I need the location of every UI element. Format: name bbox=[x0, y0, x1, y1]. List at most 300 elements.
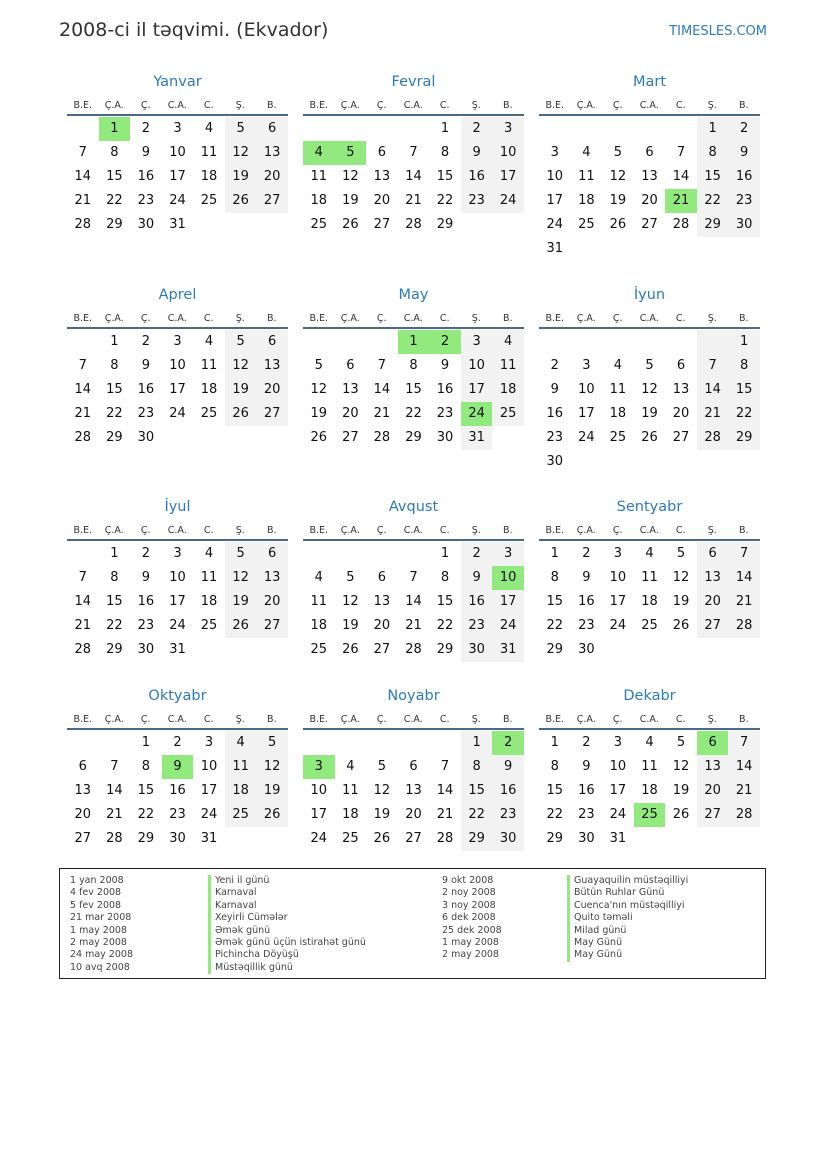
empty-day-cell bbox=[634, 827, 666, 851]
day-grid bbox=[67, 730, 288, 851]
legend-date: 25 dek 2008 bbox=[442, 924, 502, 936]
day-cell: 23 bbox=[492, 803, 524, 827]
day-cell: 24 bbox=[609, 618, 627, 633]
day-cell: 18 bbox=[342, 807, 359, 822]
day-cell: 14 bbox=[728, 566, 760, 590]
day-cell: 23 bbox=[728, 189, 760, 213]
day-cell: 27 bbox=[641, 217, 658, 232]
day-cell: 8 bbox=[110, 145, 119, 160]
brand-link[interactable]: TIMESLES.COM bbox=[669, 24, 767, 39]
day-cell: 1 bbox=[461, 731, 493, 755]
weekday-header bbox=[303, 93, 524, 114]
day-cell: 19 bbox=[225, 378, 257, 402]
day-cell: 23 bbox=[137, 406, 155, 421]
day-cell: 16 bbox=[492, 779, 524, 803]
day-cell: 3 bbox=[173, 121, 182, 136]
weekday-label: Ç. bbox=[612, 714, 623, 725]
empty-day-cell bbox=[728, 237, 760, 261]
day-cell: 9 bbox=[461, 566, 493, 590]
day-cell: 8 bbox=[697, 141, 729, 165]
day-cell: 3 bbox=[204, 735, 214, 750]
weekday-label: B. bbox=[266, 100, 277, 111]
day-cell: 18 bbox=[200, 594, 218, 609]
day-cell: 28 bbox=[436, 831, 454, 846]
day-cell: 9 bbox=[550, 382, 559, 397]
empty-day-cell bbox=[697, 450, 729, 474]
month-9 bbox=[539, 496, 760, 662]
empty-day-cell bbox=[398, 542, 430, 566]
day-cell: 5 bbox=[256, 731, 288, 755]
legend-date: 1 may 2008 bbox=[70, 924, 127, 936]
day-cell: 4 bbox=[645, 546, 654, 561]
month-name: Avqust bbox=[388, 499, 439, 515]
weekday-label: B.E. bbox=[545, 313, 565, 324]
empty-day-cell bbox=[634, 450, 666, 474]
day-cell: 1 bbox=[141, 735, 151, 750]
empty-day-cell bbox=[492, 213, 524, 237]
month-name: Oktyabr bbox=[148, 688, 207, 704]
day-cell: 4 bbox=[204, 546, 214, 561]
day-cell: 27 bbox=[697, 803, 729, 827]
day-cell: 13 bbox=[256, 141, 288, 165]
empty-day-cell bbox=[67, 330, 99, 354]
day-cell: 30 bbox=[728, 213, 760, 237]
day-cell: 12 bbox=[310, 382, 328, 397]
holiday-day-cell: 24 bbox=[461, 402, 493, 426]
empty-day-cell bbox=[602, 237, 634, 261]
day-cell: 6 bbox=[409, 759, 418, 774]
day-cell: 6 bbox=[676, 358, 686, 373]
weekday-header bbox=[303, 518, 524, 539]
day-cell: 10 bbox=[200, 759, 218, 774]
day-cell: 17 bbox=[169, 169, 186, 184]
empty-day-cell bbox=[492, 426, 524, 450]
legend-date: 24 may 2008 bbox=[70, 949, 134, 961]
day-cell: 20 bbox=[641, 193, 658, 208]
legend-holiday-name: Karnaval bbox=[208, 900, 366, 912]
empty-day-cell bbox=[303, 731, 335, 755]
day-cell: 3 bbox=[613, 546, 623, 561]
day-cell: 7 bbox=[78, 570, 87, 585]
day-cell: 4 bbox=[204, 121, 214, 136]
day-cell: 29 bbox=[137, 831, 155, 846]
holiday-day-cell: 1 bbox=[99, 117, 131, 141]
day-cell: 6 bbox=[256, 117, 288, 141]
weekday-label: Ş. bbox=[707, 100, 717, 111]
day-cell: 29 bbox=[728, 426, 760, 450]
day-cell: 29 bbox=[697, 213, 729, 237]
day-cell: 12 bbox=[342, 169, 359, 184]
day-cell: 11 bbox=[342, 783, 359, 798]
day-grid bbox=[539, 329, 760, 474]
day-cell: 2 bbox=[550, 358, 559, 373]
day-cell: 21 bbox=[728, 779, 760, 803]
day-cell: 9 bbox=[141, 570, 151, 585]
day-cell: 10 bbox=[169, 145, 186, 160]
day-cell: 18 bbox=[225, 779, 257, 803]
day-cell: 27 bbox=[342, 430, 359, 445]
day-cell: 8 bbox=[440, 570, 450, 585]
day-cell: 18 bbox=[200, 382, 218, 397]
day-cell: 31 bbox=[546, 241, 564, 256]
day-cell: 17 bbox=[492, 590, 524, 614]
empty-day-cell bbox=[697, 638, 729, 662]
empty-day-cell bbox=[634, 117, 666, 141]
day-cell: 19 bbox=[225, 590, 257, 614]
empty-day-cell bbox=[398, 731, 430, 755]
day-cell: 5 bbox=[377, 759, 387, 774]
day-cell: 27 bbox=[256, 189, 288, 213]
day-cell: 14 bbox=[373, 382, 391, 397]
legend-holiday-name: Cuenca'nın müstəqilliyi bbox=[567, 900, 688, 912]
day-cell: 3 bbox=[550, 145, 559, 160]
day-cell: 18 bbox=[641, 594, 658, 609]
day-cell: 22 bbox=[106, 193, 123, 208]
weekday-label: C. bbox=[203, 525, 214, 536]
day-cell: 27 bbox=[74, 831, 92, 846]
day-cell: 28 bbox=[697, 426, 729, 450]
empty-day-cell bbox=[366, 117, 398, 141]
day-cell: 12 bbox=[256, 755, 288, 779]
day-cell: 28 bbox=[405, 642, 422, 657]
day-cell: 12 bbox=[672, 759, 690, 774]
month-name: İyul bbox=[164, 499, 191, 515]
day-cell: 24 bbox=[578, 430, 595, 445]
day-cell: 29 bbox=[461, 827, 493, 851]
weekday-label: C.A. bbox=[403, 525, 423, 536]
holiday-day-cell: 2 bbox=[429, 330, 461, 354]
day-cell: 7 bbox=[377, 358, 387, 373]
holiday-day-cell: 25 bbox=[634, 803, 666, 827]
month-1 bbox=[67, 71, 288, 237]
legend-date: 4 fev 2008 bbox=[70, 887, 122, 899]
day-cell: 20 bbox=[672, 406, 690, 421]
day-cell: 17 bbox=[169, 594, 186, 609]
weekday-label: C. bbox=[439, 313, 450, 324]
day-cell: 10 bbox=[492, 141, 524, 165]
day-cell: 3 bbox=[173, 546, 182, 561]
month-10 bbox=[67, 685, 288, 851]
legend-holiday-name: Milad günü bbox=[567, 925, 688, 937]
weekday-label: C.A. bbox=[167, 525, 187, 536]
day-cell: 30 bbox=[546, 454, 564, 469]
day-cell: 15 bbox=[436, 169, 454, 184]
day-cell: 12 bbox=[609, 169, 627, 184]
day-cell: 6 bbox=[377, 145, 387, 160]
day-cell: 9 bbox=[582, 759, 591, 774]
day-grid bbox=[303, 116, 524, 237]
day-cell: 21 bbox=[106, 807, 123, 822]
day-cell: 4 bbox=[492, 330, 524, 354]
empty-day-cell bbox=[256, 638, 288, 662]
day-cell: 15 bbox=[106, 169, 123, 184]
day-cell: 30 bbox=[137, 217, 155, 232]
legend-date: 1 yan 2008 bbox=[70, 875, 124, 886]
day-cell: 2 bbox=[173, 735, 182, 750]
month-3 bbox=[539, 71, 760, 261]
weekday-label: C.A. bbox=[639, 525, 659, 536]
weekday-label: B. bbox=[738, 525, 749, 536]
weekday-label: Ç.A. bbox=[340, 313, 360, 324]
month-6 bbox=[539, 284, 760, 474]
day-cell: 4 bbox=[582, 145, 591, 160]
day-cell: 16 bbox=[169, 783, 186, 798]
day-cell: 11 bbox=[609, 382, 627, 397]
empty-day-cell bbox=[256, 426, 288, 450]
weekday-label: Ş. bbox=[707, 525, 717, 536]
day-cell: 17 bbox=[310, 807, 328, 822]
day-cell: 16 bbox=[728, 165, 760, 189]
holiday-day-cell: 4 bbox=[303, 141, 335, 165]
day-cell: 19 bbox=[342, 618, 359, 633]
empty-day-cell bbox=[335, 731, 367, 755]
day-cell: 22 bbox=[106, 618, 123, 633]
day-cell: 6 bbox=[645, 145, 654, 160]
day-cell: 1 bbox=[550, 546, 559, 561]
day-grid bbox=[303, 730, 524, 851]
weekday-label: Ç.A. bbox=[340, 714, 360, 725]
day-grid bbox=[539, 541, 760, 662]
day-cell: 28 bbox=[728, 614, 760, 638]
empty-day-cell bbox=[539, 117, 571, 141]
weekday-header bbox=[539, 518, 760, 539]
weekday-header bbox=[67, 93, 288, 114]
day-cell: 28 bbox=[373, 430, 391, 445]
weekday-label: B.E. bbox=[73, 100, 93, 111]
day-cell: 9 bbox=[141, 358, 151, 373]
day-cell: 25 bbox=[310, 642, 328, 657]
day-cell: 15 bbox=[405, 382, 422, 397]
day-cell: 9 bbox=[141, 145, 151, 160]
day-cell: 19 bbox=[672, 594, 690, 609]
weekday-label: Ç.A. bbox=[576, 714, 596, 725]
empty-day-cell bbox=[303, 117, 335, 141]
month-name: Yanvar bbox=[153, 74, 202, 90]
weekday-label: C. bbox=[439, 525, 450, 536]
legend-date: 5 fev 2008 bbox=[70, 899, 122, 911]
day-cell: 19 bbox=[609, 193, 627, 208]
day-grid bbox=[67, 116, 288, 237]
day-cell: 28 bbox=[672, 217, 690, 232]
day-cell: 17 bbox=[609, 594, 627, 609]
month-12 bbox=[539, 685, 760, 851]
weekday-label: Ç. bbox=[140, 313, 151, 324]
day-cell: 6 bbox=[377, 570, 387, 585]
day-cell: 26 bbox=[672, 618, 690, 633]
day-cell: 10 bbox=[461, 354, 493, 378]
day-cell: 3 bbox=[461, 330, 493, 354]
weekday-label: B. bbox=[502, 100, 513, 111]
weekday-label: B. bbox=[738, 714, 749, 725]
legend-holiday-name: Xeyirli Cümələr bbox=[208, 912, 366, 924]
day-cell: 27 bbox=[256, 614, 288, 638]
day-cell: 6 bbox=[697, 542, 729, 566]
empty-day-cell bbox=[303, 542, 335, 566]
day-cell: 12 bbox=[225, 354, 257, 378]
day-cell: 12 bbox=[641, 382, 658, 397]
empty-day-cell bbox=[665, 450, 697, 474]
day-cell: 17 bbox=[609, 783, 627, 798]
day-cell: 12 bbox=[225, 566, 257, 590]
day-cell: 10 bbox=[310, 783, 328, 798]
day-cell: 5 bbox=[645, 358, 654, 373]
day-cell: 13 bbox=[256, 566, 288, 590]
weekday-label: C. bbox=[675, 100, 686, 111]
month-7 bbox=[67, 496, 288, 662]
legend-date: 10 avq 2008 bbox=[70, 961, 130, 973]
empty-day-cell bbox=[366, 731, 398, 755]
weekday-label: C. bbox=[675, 313, 686, 324]
day-cell: 16 bbox=[546, 406, 564, 421]
day-cell: 16 bbox=[137, 382, 155, 397]
legend-holiday-name: May Günü bbox=[567, 937, 688, 949]
weekday-label: Ç. bbox=[376, 313, 387, 324]
day-cell: 16 bbox=[578, 594, 595, 609]
day-cell: 23 bbox=[578, 807, 595, 822]
day-cell: 27 bbox=[373, 217, 391, 232]
weekday-label: C.A. bbox=[639, 313, 659, 324]
weekday-label: C. bbox=[203, 100, 214, 111]
empty-day-cell bbox=[398, 117, 430, 141]
day-cell: 20 bbox=[342, 406, 359, 421]
day-cell: 8 bbox=[110, 358, 119, 373]
day-cell: 15 bbox=[546, 594, 564, 609]
day-cell: 25 bbox=[492, 402, 524, 426]
day-cell: 14 bbox=[672, 169, 690, 184]
day-cell: 4 bbox=[645, 735, 654, 750]
day-cell: 19 bbox=[641, 406, 658, 421]
day-cell: 16 bbox=[461, 590, 493, 614]
day-cell: 1 bbox=[110, 334, 119, 349]
empty-day-cell bbox=[634, 638, 666, 662]
day-cell: 20 bbox=[373, 618, 391, 633]
day-cell: 28 bbox=[74, 642, 92, 657]
day-cell: 21 bbox=[728, 590, 760, 614]
empty-day-cell bbox=[366, 542, 398, 566]
weekday-label: Ş. bbox=[471, 313, 481, 324]
month-name: May bbox=[398, 287, 429, 303]
day-cell: 11 bbox=[200, 145, 218, 160]
day-cell: 30 bbox=[137, 430, 155, 445]
day-cell: 1 bbox=[440, 121, 450, 136]
weekday-label: C.A. bbox=[167, 714, 187, 725]
day-cell: 24 bbox=[169, 193, 186, 208]
legend-holiday-name: Müstəqillik günü bbox=[208, 962, 366, 974]
weekday-label: Ş. bbox=[471, 525, 481, 536]
day-cell: 7 bbox=[697, 354, 729, 378]
day-cell: 26 bbox=[225, 402, 257, 426]
day-grid bbox=[303, 329, 524, 450]
day-cell: 27 bbox=[373, 642, 391, 657]
empty-day-cell bbox=[665, 638, 697, 662]
weekday-label: Ç. bbox=[376, 100, 387, 111]
day-cell: 12 bbox=[225, 141, 257, 165]
day-cell: 9 bbox=[492, 755, 524, 779]
weekday-label: Ç.A. bbox=[104, 525, 124, 536]
weekday-label: Ç. bbox=[376, 714, 387, 725]
empty-day-cell bbox=[193, 213, 225, 237]
day-cell: 14 bbox=[74, 382, 92, 397]
day-cell: 10 bbox=[169, 358, 186, 373]
legend-date: 3 noy 2008 bbox=[442, 899, 496, 911]
day-cell: 4 bbox=[314, 570, 323, 585]
day-cell: 24 bbox=[169, 618, 186, 633]
day-cell: 29 bbox=[405, 430, 422, 445]
month-name: Fevral bbox=[391, 74, 436, 90]
day-cell: 22 bbox=[436, 618, 454, 633]
day-cell: 26 bbox=[641, 430, 658, 445]
weekday-label: C.A. bbox=[167, 313, 187, 324]
day-cell: 15 bbox=[728, 378, 760, 402]
day-cell: 14 bbox=[74, 594, 92, 609]
weekday-label: Ç. bbox=[612, 100, 623, 111]
day-cell: 29 bbox=[436, 642, 454, 657]
day-cell: 8 bbox=[409, 358, 418, 373]
day-cell: 28 bbox=[74, 430, 92, 445]
empty-day-cell bbox=[303, 330, 335, 354]
day-cell: 2 bbox=[582, 546, 591, 561]
day-cell: 19 bbox=[672, 783, 690, 798]
day-cell: 28 bbox=[728, 803, 760, 827]
day-cell: 22 bbox=[546, 807, 564, 822]
day-cell: 13 bbox=[74, 783, 92, 798]
day-cell: 10 bbox=[609, 759, 627, 774]
day-cell: 3 bbox=[582, 358, 591, 373]
page-title: 2008-ci il təqvimi. (Ekvador) bbox=[59, 19, 329, 41]
day-cell: 21 bbox=[405, 618, 422, 633]
weekday-label: B.E. bbox=[545, 525, 565, 536]
day-cell: 9 bbox=[461, 141, 493, 165]
day-cell: 26 bbox=[342, 642, 359, 657]
holiday-day-cell: 9 bbox=[162, 755, 194, 779]
day-cell: 8 bbox=[728, 354, 760, 378]
weekday-label: C. bbox=[675, 525, 686, 536]
day-cell: 26 bbox=[225, 614, 257, 638]
empty-day-cell bbox=[335, 542, 367, 566]
day-cell: 3 bbox=[492, 117, 524, 141]
legend-date: 2 noy 2008 bbox=[442, 887, 496, 899]
day-cell: 17 bbox=[546, 193, 564, 208]
legend-date: 21 mar 2008 bbox=[70, 912, 132, 924]
month-name: Sentyabr bbox=[616, 499, 683, 515]
month-5 bbox=[303, 284, 524, 450]
day-cell: 5 bbox=[225, 117, 257, 141]
day-cell: 16 bbox=[461, 165, 493, 189]
empty-day-cell bbox=[225, 638, 257, 662]
legend-holiday-name: Bütün Ruhlar Günü bbox=[567, 887, 688, 899]
day-cell: 6 bbox=[346, 358, 355, 373]
day-cell: 24 bbox=[492, 189, 524, 213]
day-cell: 27 bbox=[405, 831, 422, 846]
weekday-label: Ç.A. bbox=[576, 313, 596, 324]
day-cell: 8 bbox=[141, 759, 151, 774]
empty-day-cell bbox=[225, 213, 257, 237]
day-cell: 13 bbox=[373, 594, 391, 609]
day-cell: 2 bbox=[141, 334, 151, 349]
day-cell: 23 bbox=[461, 189, 493, 213]
weekday-label: Ç. bbox=[612, 525, 623, 536]
day-cell: 16 bbox=[578, 783, 595, 798]
day-cell: 24 bbox=[609, 807, 627, 822]
legend-names-right bbox=[567, 875, 688, 962]
day-cell: 11 bbox=[200, 570, 218, 585]
day-cell: 12 bbox=[672, 570, 690, 585]
weekday-label: C.A. bbox=[403, 100, 423, 111]
holiday-day-cell: 3 bbox=[303, 755, 335, 779]
weekday-label: B. bbox=[738, 313, 749, 324]
day-cell: 27 bbox=[672, 430, 690, 445]
weekday-label: C.A. bbox=[639, 714, 659, 725]
